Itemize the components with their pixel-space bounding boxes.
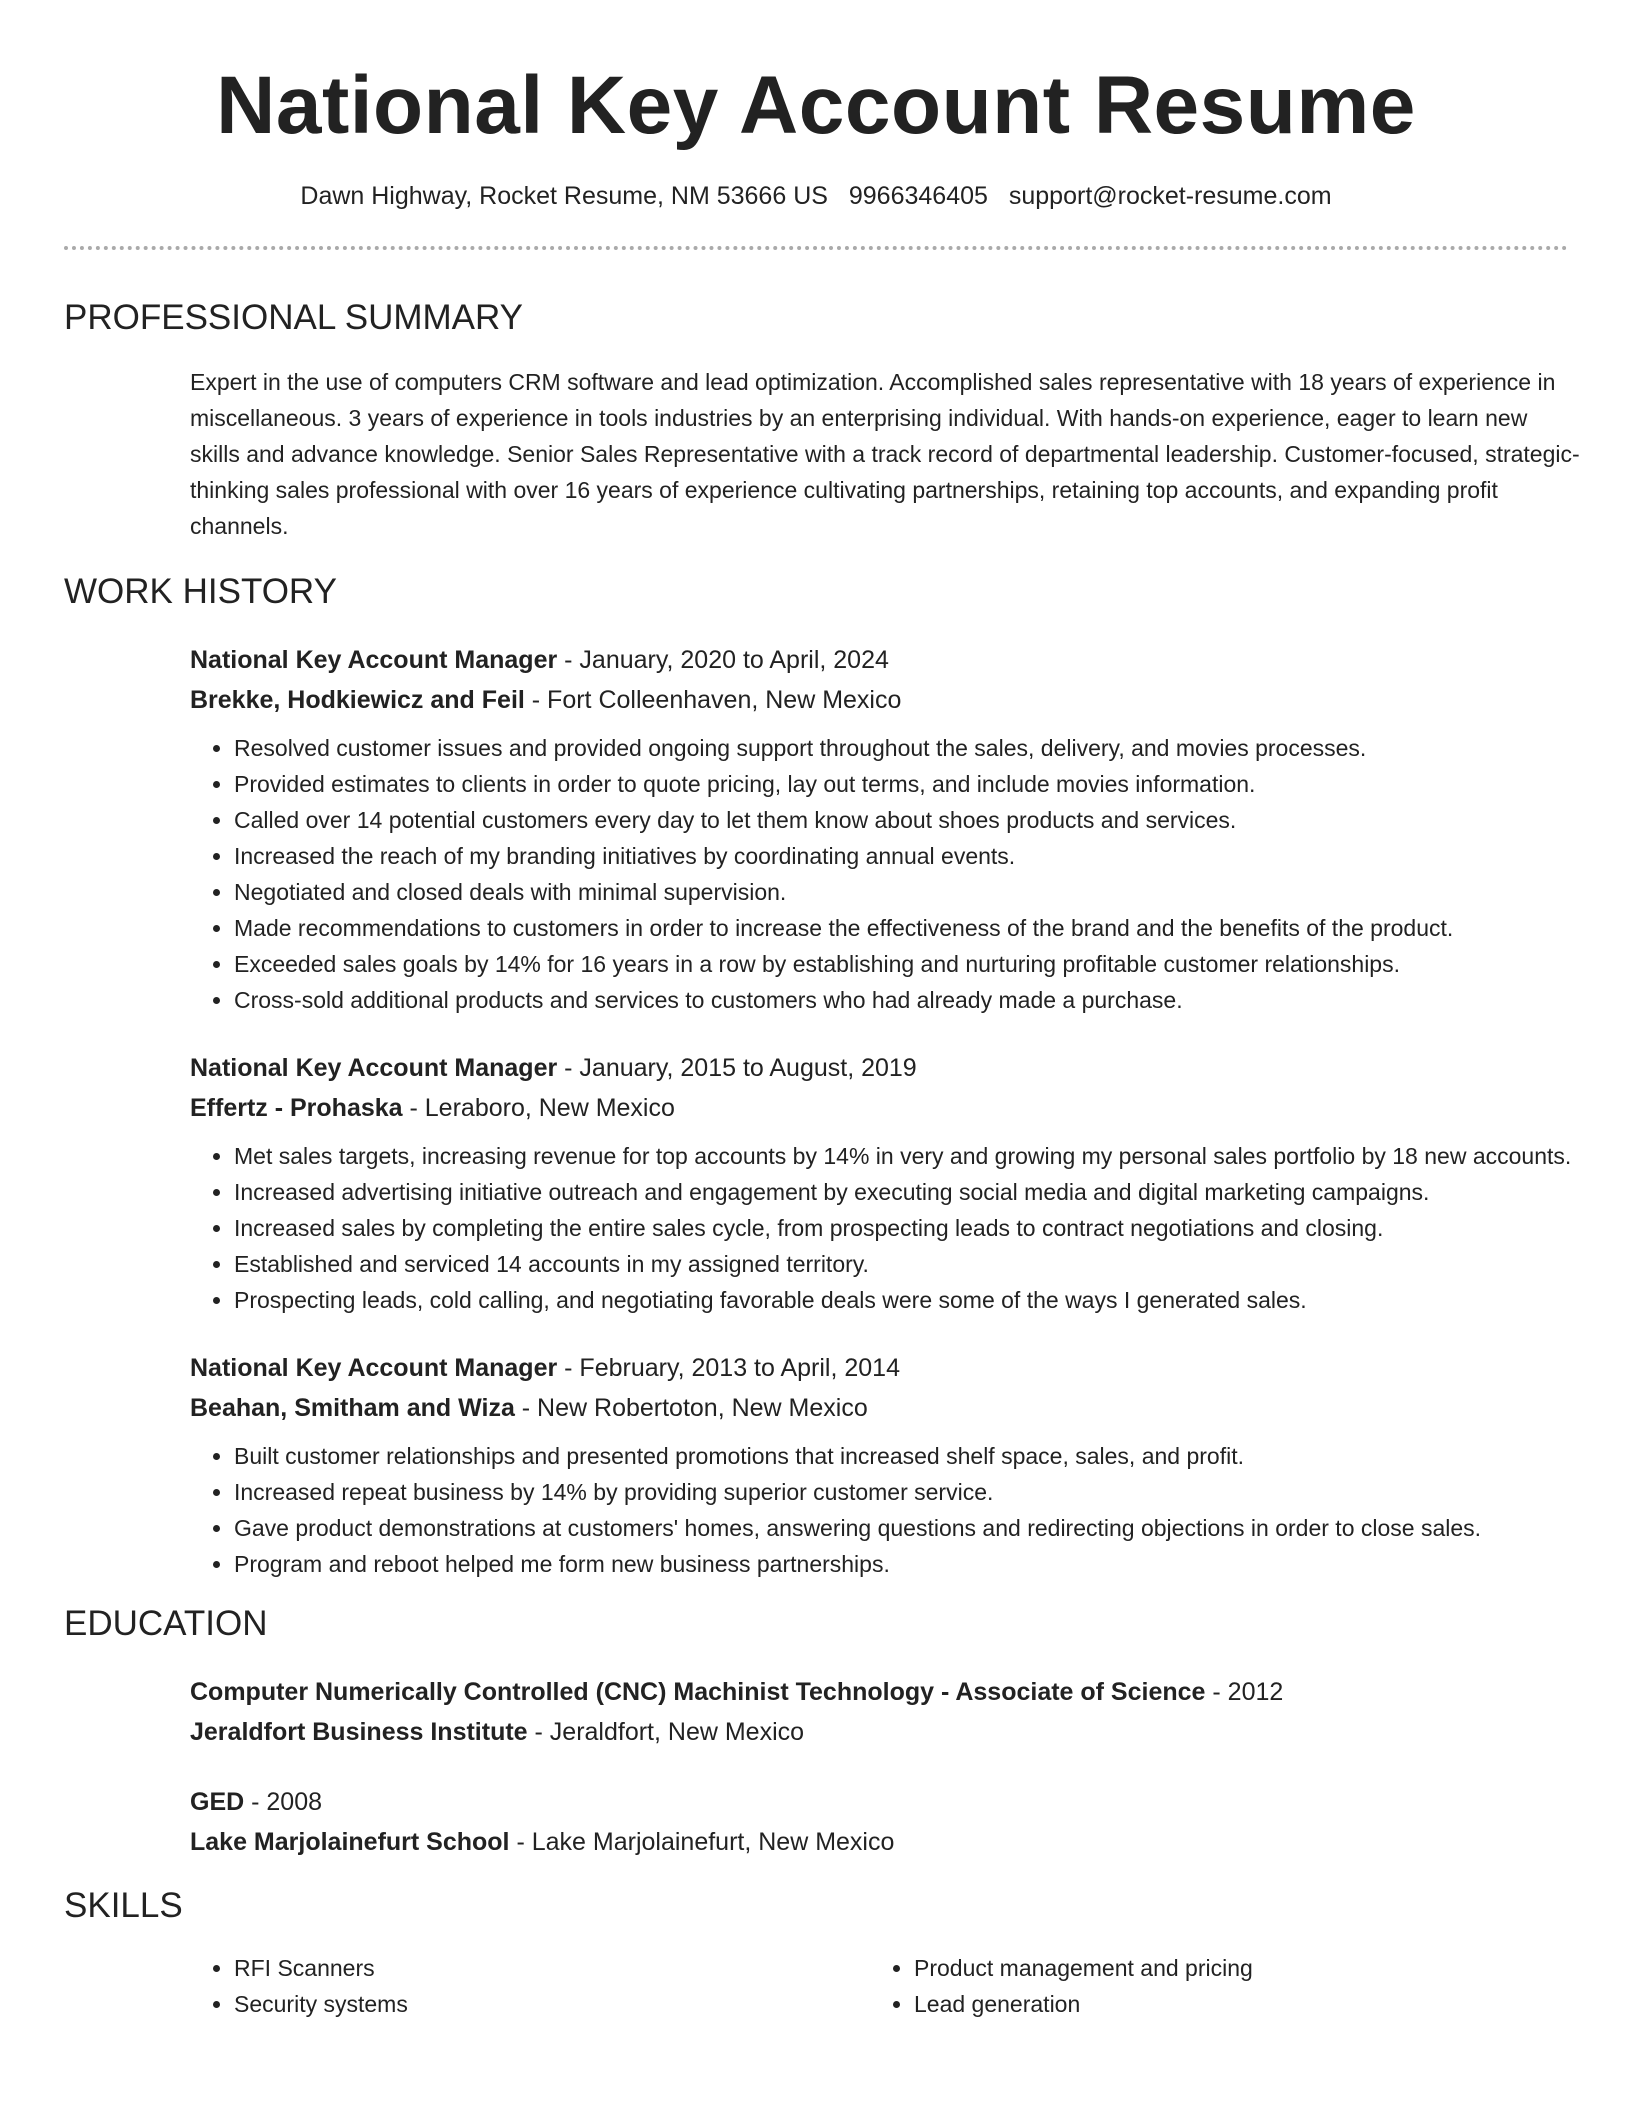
- education-heading: EDUCATION: [64, 1604, 268, 1643]
- job-company: Effertz - Prohaska: [190, 1094, 403, 1122]
- skills-grid: [190, 1950, 1568, 2022]
- job-entry: [190, 640, 1568, 1018]
- job-bullets: [190, 730, 1594, 1018]
- contact-address: Dawn Highway, Rocket Resume, NM 53666 US: [300, 182, 828, 210]
- list-item: • Exceeded sales goals by 14% for 16 years in a row by establishing and nurturing profitable customer relationships.: [234, 946, 1594, 982]
- work-section: [64, 570, 1572, 1582]
- education-degree: Computer Numerically Controlled (CNC) Machinist Technology - Associate of Science: [190, 1678, 1206, 1706]
- education-school: Lake Marjolainefurt School: [190, 1828, 510, 1856]
- contact-phone: 9966346405: [848, 182, 988, 210]
- job-dates: - February, 2013 to April, 2014: [557, 1354, 900, 1382]
- job-company-line: [190, 1088, 1568, 1128]
- list-item: • Increased repeat business by 14% by providing superior customer service.: [234, 1474, 1594, 1510]
- job-bullets: [190, 1438, 1594, 1582]
- job-entry: [190, 1348, 1568, 1582]
- education-degree-line: [190, 1782, 1568, 1822]
- job-title: National Key Account Manager: [190, 646, 558, 674]
- list-item: • Increased sales by completing the entire sales cycle, from prospecting leads to contract negotiations and closing.: [234, 1210, 1594, 1246]
- skills-column-right: [870, 1950, 1550, 2022]
- education-section: [64, 1602, 1568, 1862]
- education-school-line: [190, 1712, 1568, 1752]
- list-item: • Met sales targets, increasing revenue for top accounts by 14% in very and growing my personal sales portfolio by 18 new accounts.: [234, 1138, 1594, 1174]
- education-degree-line: [190, 1672, 1568, 1712]
- job-title: National Key Account Manager: [190, 1054, 558, 1082]
- work-heading: WORK HISTORY: [64, 572, 337, 611]
- skill-item: • Product management and pricing: [914, 1950, 1550, 1986]
- contact-email: support@rocket-resume.com: [1008, 182, 1332, 210]
- education-school-line: [190, 1822, 1568, 1862]
- education-school: Jeraldfort Business Institute: [190, 1718, 528, 1746]
- skill-item: • Security systems: [234, 1986, 870, 2022]
- list-item: • Provided estimates to clients in order to quote pricing, lay out terms, and include movies information.: [234, 766, 1594, 802]
- job-company-line: [190, 680, 1568, 720]
- job-dates: - January, 2015 to August, 2019: [557, 1054, 917, 1082]
- skills-column-left: [190, 1950, 870, 2022]
- job-title: National Key Account Manager: [190, 1354, 558, 1382]
- list-item: • Increased the reach of my branding initiatives by coordinating annual events.: [234, 838, 1594, 874]
- job-title-line: [190, 1348, 1568, 1388]
- list-item: • Resolved customer issues and provided ongoing support throughout the sales, delivery, and movies processes.: [234, 730, 1594, 766]
- job-dates: - January, 2020 to April, 2024: [557, 646, 889, 674]
- list-item: • Made recommendations to customers in order to increase the effectiveness of the brand and the benefits of the product.: [234, 910, 1594, 946]
- job-bullets: [190, 1138, 1594, 1318]
- education-year: - 2008: [244, 1788, 323, 1816]
- contact-line: [64, 180, 1568, 212]
- resume-title: National Key Account Resume: [216, 60, 1416, 151]
- list-item: • Built customer relationships and presented promotions that increased shelf space, sales, and profit.: [234, 1438, 1594, 1474]
- list-item: • Established and serviced 14 accounts in my assigned territory.: [234, 1246, 1594, 1282]
- list-item: • Cross-sold additional products and services to customers who had already made a purchase.: [234, 982, 1594, 1018]
- list-item: • Called over 14 potential customers every day to let them know about shoes products and services.: [234, 802, 1594, 838]
- job-title-line: [190, 640, 1568, 680]
- education-entry: [190, 1672, 1568, 1752]
- list-item: • Program and reboot helped me form new business partnerships.: [234, 1546, 1594, 1582]
- summary-heading: PROFESSIONAL SUMMARY: [64, 298, 523, 337]
- skills-heading: SKILLS: [64, 1886, 183, 1925]
- job-location: - Fort Colleenhaven, New Mexico: [524, 686, 902, 714]
- education-year: - 2012: [1205, 1678, 1284, 1706]
- education-location: - Lake Marjolainefurt, New Mexico: [509, 1828, 895, 1856]
- summary-text: Expert in the use of computers CRM software and lead optimization. Accomplished sales representative with 18 years of experience in miscellaneous. 3 years of experience in tools industries by an enterprising individual. With hands-on experience, eager to learn new skills and advance knowledge. Senior Sales Representative with a track record of departmental leadership. Customer-focused, strategic-thinking sales professional with over 16 years of experience cultivating partnerships, retaining top accounts, and expanding profit channels.: [190, 369, 1580, 539]
- list-item: • Negotiated and closed deals with minimal supervision.: [234, 874, 1594, 910]
- header-divider: [64, 246, 1568, 250]
- skill-item: • Lead generation: [914, 1986, 1550, 2022]
- education-degree: GED: [190, 1788, 245, 1816]
- job-company-line: [190, 1388, 1568, 1428]
- education-entry: [190, 1782, 1568, 1862]
- list-item: • Gave product demonstrations at customers' homes, answering questions and redirecting objections in order to close sales.: [234, 1510, 1594, 1546]
- skill-item: • RFI Scanners: [234, 1950, 870, 1986]
- job-location: - Leraboro, New Mexico: [402, 1094, 675, 1122]
- job-entry: [190, 1048, 1572, 1318]
- job-location: - New Robertoton, New Mexico: [514, 1394, 868, 1422]
- list-item: • Prospecting leads, cold calling, and negotiating favorable deals were some of the ways I generated sales.: [234, 1282, 1594, 1318]
- job-title-line: [190, 1048, 1568, 1088]
- job-company: Brekke, Hodkiewicz and Feil: [190, 686, 525, 714]
- summary-section: [64, 296, 1580, 544]
- list-item: • Increased advertising initiative outreach and engagement by executing social media and digital marketing campaigns.: [234, 1174, 1594, 1210]
- job-company: Beahan, Smitham and Wiza: [190, 1394, 515, 1422]
- skills-section: [64, 1884, 1568, 2022]
- education-location: - Jeraldfort, New Mexico: [527, 1718, 805, 1746]
